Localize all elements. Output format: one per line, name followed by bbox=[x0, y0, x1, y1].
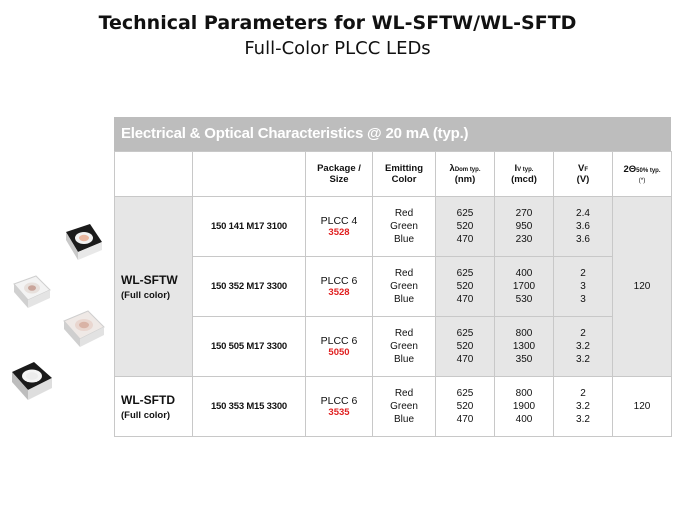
characteristics-table-container bbox=[114, 117, 671, 437]
header-viewing-angle bbox=[613, 152, 672, 197]
color-green: Green bbox=[390, 341, 418, 352]
package-size: 3528 bbox=[328, 287, 350, 298]
package-size: 3535 bbox=[328, 407, 350, 418]
table-row bbox=[115, 317, 672, 377]
header-angle-symbol: 2Θ bbox=[623, 164, 637, 175]
intensity-red: 270 bbox=[515, 208, 533, 219]
header-vf-sub: F bbox=[584, 167, 588, 173]
intensity-red: 800 bbox=[515, 388, 533, 399]
table-header-row bbox=[115, 152, 672, 197]
intensity-green: 1300 bbox=[512, 341, 536, 352]
led-black-image bbox=[56, 218, 106, 268]
package-size: 5050 bbox=[328, 347, 350, 358]
part-number-cell: 150 352 M17 3300 bbox=[193, 257, 306, 317]
intensity-red: 400 bbox=[515, 268, 533, 279]
intensity-blue: 530 bbox=[515, 294, 533, 305]
color-green: Green bbox=[390, 281, 418, 292]
led-images bbox=[0, 0, 120, 506]
color-cell bbox=[373, 317, 436, 377]
header-forward-voltage bbox=[554, 152, 613, 197]
intensity-cell bbox=[495, 197, 554, 257]
header-vf-unit: (V) bbox=[576, 174, 590, 185]
model-name: WL-SFTW bbox=[121, 272, 178, 287]
intensity-cell bbox=[495, 377, 554, 437]
color-red: Red bbox=[394, 388, 414, 399]
color-cell bbox=[373, 257, 436, 317]
color-blue: Blue bbox=[393, 294, 414, 305]
wavelength-green: 520 bbox=[456, 401, 474, 412]
voltage-cell bbox=[554, 317, 613, 377]
header-color-line2: Color bbox=[391, 174, 417, 185]
header-iv-symbol: I bbox=[514, 163, 518, 174]
package-type: PLCC 6 bbox=[320, 335, 358, 347]
color-blue: Blue bbox=[393, 414, 414, 425]
wavelength-green: 520 bbox=[456, 221, 474, 232]
header-model bbox=[115, 152, 193, 197]
part-number-cell: 150 505 M17 3300 bbox=[193, 317, 306, 377]
color-red: Red bbox=[394, 208, 414, 219]
color-red: Red bbox=[394, 328, 414, 339]
led-white-image bbox=[8, 270, 54, 314]
header-iv-sub: V typ. bbox=[517, 167, 534, 173]
color-cell bbox=[373, 377, 436, 437]
part-number-cell: 150 353 M15 3300 bbox=[193, 377, 306, 437]
wavelength-blue: 470 bbox=[456, 414, 474, 425]
package-type: PLCC 6 bbox=[320, 395, 358, 407]
header-package bbox=[306, 152, 373, 197]
header-package-line1: Package / bbox=[317, 163, 361, 174]
characteristics-table bbox=[114, 151, 672, 437]
header-dom-symbol: λ bbox=[449, 163, 455, 174]
wavelength-green: 520 bbox=[456, 281, 474, 292]
color-cell bbox=[373, 197, 436, 257]
wavelength-cell bbox=[436, 257, 495, 317]
model-subtitle: (Full color) bbox=[121, 409, 171, 421]
voltage-green: 3.6 bbox=[576, 221, 590, 232]
model-cell-sftw bbox=[115, 197, 193, 377]
table-row bbox=[115, 197, 672, 257]
intensity-green: 1900 bbox=[512, 401, 536, 412]
header-color-line1: Emitting bbox=[385, 163, 423, 174]
color-green: Green bbox=[390, 401, 418, 412]
voltage-cell bbox=[554, 257, 613, 317]
angle-cell-sftw: 120 bbox=[613, 197, 672, 377]
voltage-red: 2 bbox=[580, 268, 586, 279]
header-dom-unit: (nm) bbox=[454, 174, 476, 185]
voltage-red: 2.4 bbox=[576, 208, 590, 219]
voltage-red: 2 bbox=[580, 388, 586, 399]
page-title: Technical Parameters for WL-SFTW/WL-SFTD bbox=[98, 12, 577, 34]
intensity-blue: 350 bbox=[515, 354, 533, 365]
voltage-green: 3.2 bbox=[576, 401, 590, 412]
voltage-cell bbox=[554, 197, 613, 257]
intensity-blue: 230 bbox=[515, 234, 533, 245]
model-subtitle: (Full color) bbox=[121, 289, 171, 301]
wavelength-red: 625 bbox=[456, 208, 474, 219]
header-dominant-wavelength bbox=[436, 152, 495, 197]
wavelength-cell bbox=[436, 197, 495, 257]
color-red: Red bbox=[394, 268, 414, 279]
wavelength-red: 625 bbox=[456, 328, 474, 339]
angle-cell-sftd: 120 bbox=[613, 377, 672, 437]
header-iv-unit: (mcd) bbox=[511, 174, 537, 185]
voltage-blue: 3.2 bbox=[576, 414, 590, 425]
intensity-green: 950 bbox=[515, 221, 533, 232]
wavelength-cell bbox=[436, 377, 495, 437]
voltage-blue: 3 bbox=[580, 294, 586, 305]
header-luminous-intensity bbox=[495, 152, 554, 197]
wavelength-blue: 470 bbox=[456, 234, 474, 245]
intensity-blue: 400 bbox=[515, 414, 533, 425]
intensity-red: 800 bbox=[515, 328, 533, 339]
color-blue: Blue bbox=[393, 354, 414, 365]
table-banner: Electrical & Optical Characteristics @ 20 mA (typ.) bbox=[114, 117, 671, 151]
header-emitting-color bbox=[373, 152, 436, 197]
voltage-green: 3.2 bbox=[576, 341, 590, 352]
model-name: WL-SFTD bbox=[121, 392, 175, 407]
header-dom-sub: Dom typ. bbox=[454, 167, 481, 173]
package-type: PLCC 6 bbox=[320, 275, 358, 287]
intensity-cell bbox=[495, 317, 554, 377]
package-type: PLCC 4 bbox=[320, 215, 358, 227]
table-row bbox=[115, 377, 672, 437]
package-cell bbox=[306, 317, 373, 377]
part-number-cell: 150 141 M17 3100 bbox=[193, 197, 306, 257]
wavelength-green: 520 bbox=[456, 341, 474, 352]
intensity-cell bbox=[495, 257, 554, 317]
intensity-green: 1700 bbox=[512, 281, 536, 292]
package-cell bbox=[306, 197, 373, 257]
wavelength-blue: 470 bbox=[456, 294, 474, 305]
wavelength-blue: 470 bbox=[456, 354, 474, 365]
color-blue: Blue bbox=[393, 234, 414, 245]
package-cell bbox=[306, 377, 373, 437]
wavelength-red: 625 bbox=[456, 388, 474, 399]
model-cell-sftd bbox=[115, 377, 193, 437]
page-subtitle: Full-Color PLCC LEDs bbox=[244, 38, 431, 59]
led-black-large-image bbox=[6, 356, 56, 408]
voltage-blue: 3.2 bbox=[576, 354, 590, 365]
led-square-image bbox=[58, 305, 108, 353]
header-angle-unit: (*) bbox=[638, 177, 646, 184]
header-package-line2: Size bbox=[329, 174, 349, 185]
header-angle-sub: 50% typ. bbox=[636, 168, 661, 174]
voltage-green: 3 bbox=[580, 281, 586, 292]
voltage-cell bbox=[554, 377, 613, 437]
wavelength-red: 625 bbox=[456, 268, 474, 279]
voltage-red: 2 bbox=[580, 328, 586, 339]
wavelength-cell bbox=[436, 317, 495, 377]
color-green: Green bbox=[390, 221, 418, 232]
package-cell bbox=[306, 257, 373, 317]
voltage-blue: 3.6 bbox=[576, 234, 590, 245]
table-row bbox=[115, 257, 672, 317]
package-size: 3528 bbox=[328, 227, 350, 238]
header-vf-symbol: V bbox=[577, 163, 585, 174]
header-part-number bbox=[193, 152, 306, 197]
